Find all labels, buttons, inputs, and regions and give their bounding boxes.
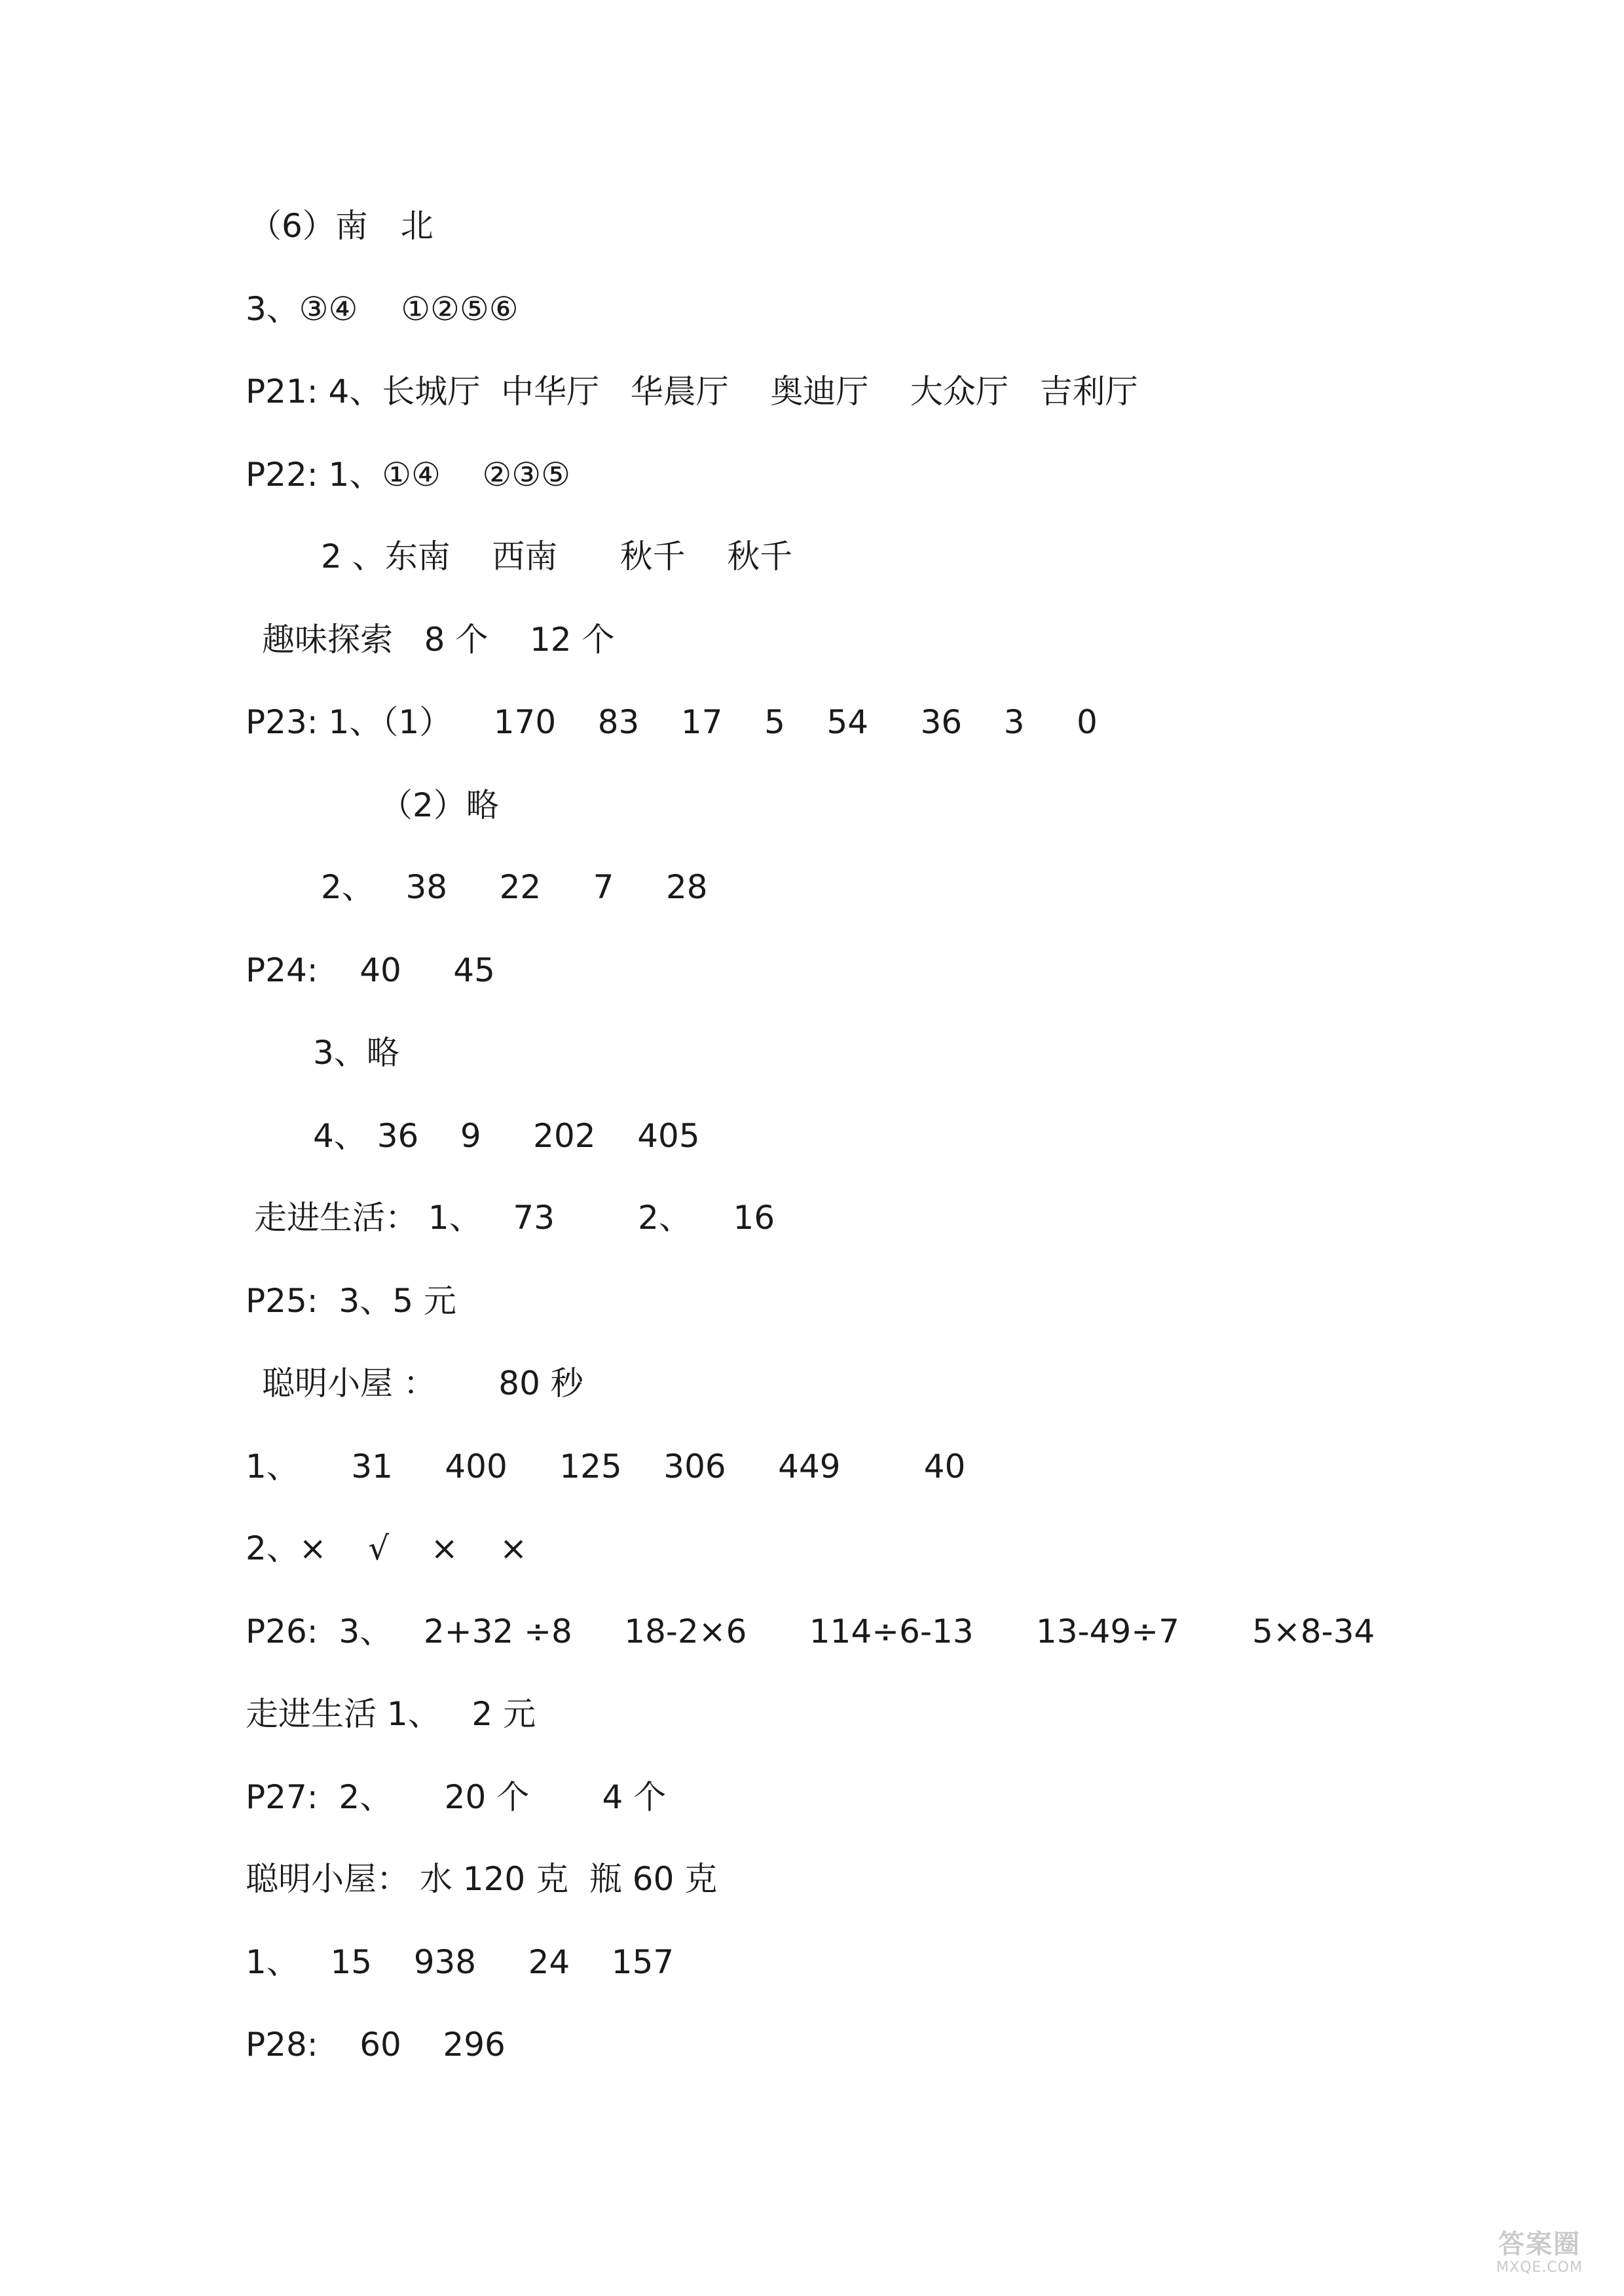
answer-line-21: 聪明小屋： 水 120 克 瓶 60 克 [246, 1860, 718, 1898]
answer-line-7: P23: 1、（1） 170 83 17 5 54 36 3 0 [246, 703, 1098, 741]
watermark-url: MXQE.COM [1496, 2259, 1583, 2276]
answer-line-4: P22: 1、①④ ②③⑤ [246, 456, 571, 494]
answer-line-19: 走进生活 1、 2 元 [246, 1695, 536, 1733]
answer-line-3: P21: 4、长城厅 中华厅 华晨厅 奥迪厅 大众厅 吉利厅 [246, 373, 1138, 410]
answer-line-2: 3、③④ ①②⑤⑥ [246, 290, 519, 328]
answer-line-23: P28: 60 296 [246, 2026, 506, 2064]
answer-line-10: P24: 40 45 [246, 951, 495, 989]
answer-line-13: 走进生活： 1、 73 2、 16 [254, 1199, 775, 1237]
answer-line-14: P25: 3、5 元 [246, 1282, 456, 1320]
site-watermark [1471, 2229, 1608, 2282]
answer-line-17: 2、× √ × × [246, 1529, 528, 1567]
answer-line-12: 4、 36 9 202 405 [313, 1117, 700, 1155]
answer-line-20: P27: 2、 20 个 4 个 [246, 1778, 667, 1816]
answer-line-18: P26: 3、 2+32 ÷8 18-2×6 114÷6-13 13-49÷7 5×8-34 [246, 1613, 1375, 1650]
answer-line-9: 2、 38 22 7 28 [321, 868, 708, 906]
answer-line-5: 2 、东南 西南 秋千 秋千 [321, 538, 793, 575]
answer-line-22: 1、 15 938 24 157 [246, 1943, 674, 1981]
answer-line-16: 1、 31 400 125 306 449 40 [246, 1448, 966, 1485]
answer-line-15: 聪明小屋 ： 80 秒 [262, 1364, 583, 1402]
answer-line-11: 3、略 [313, 1034, 399, 1072]
answer-line-8: （2）略 [380, 786, 499, 824]
watermark-title: 答案圈 [1498, 2229, 1581, 2259]
answer-line-6: 趣味探索 8 个 12 个 [262, 621, 615, 659]
answer-line-1: （6）南 北 [249, 207, 434, 245]
